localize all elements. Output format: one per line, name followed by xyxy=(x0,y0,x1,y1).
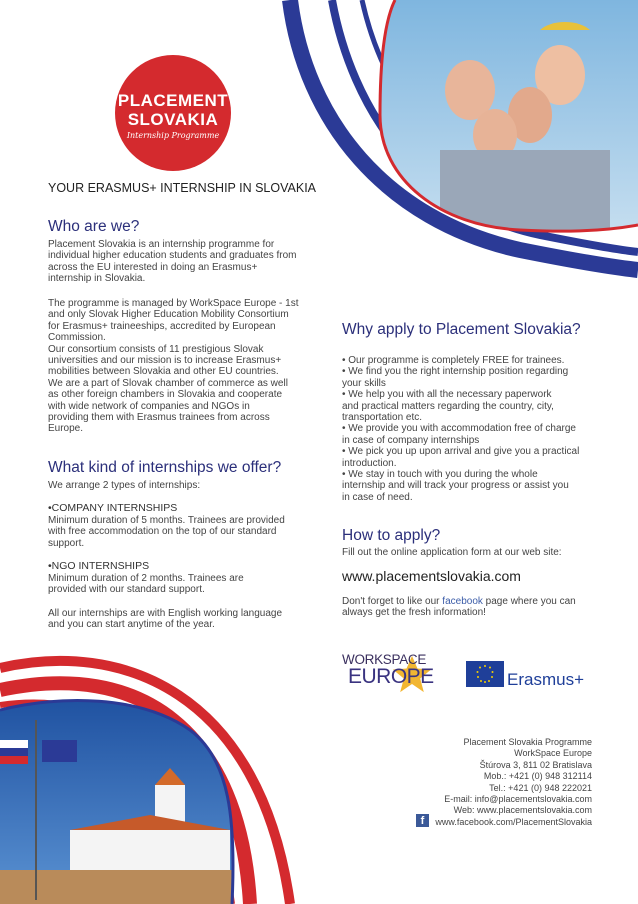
why-list: • Our programme is completely FREE for trainees. • We find you the right internship position regarding your skills • We help you with all the necessary paperwork and practical matters regarding the country, city, transportation etc. • We provide you with accommodation free of charge in case of company internships • We pick you up upon arrival and give you a practical introduction. • We stay in touch with you during the whole internship and will track your progress or assist you in case of need. xyxy=(342,355,580,503)
tagline: YOUR ERASMUS+ INTERNSHIP IN SLOVAKIA xyxy=(48,181,317,195)
contact-block: Placement Slovakia Programme WorkSpace Europe Štúrova 3, 811 02 Bratislava Mob.: +421 (0) 948 312114 Tel.: +421 (0) 948 222021 E-mail: info@placementslovakia.com Web: www.placementslovakia.com www.facebook.com/PlacementSlovakia xyxy=(435,737,592,827)
facebook-link[interactable]: facebook xyxy=(442,596,483,607)
logo-line2: SLOVAKIA xyxy=(127,110,219,129)
bratislava-castle-photo xyxy=(0,690,240,904)
why-title: Why apply to Placement Slovakia? xyxy=(342,321,581,338)
offer-closing: All our internships are with English working language and you can start anytime of the year. xyxy=(48,608,283,631)
ngo-internships-title: •NGO INTERNSHIPS xyxy=(48,560,150,572)
facebook-note: Don't forget to like our facebook page where you can always get the fresh information! xyxy=(342,596,576,619)
offer-title: What kind of internships we offer? xyxy=(48,459,282,476)
how-text: Fill out the online application form at our web site: xyxy=(342,547,562,558)
facebook-page-link[interactable]: www.facebook.com/PlacementSlovakia xyxy=(435,816,592,827)
erasmus-plus-logo: Erasmus+ xyxy=(507,670,584,689)
who-title: Who are we? xyxy=(48,218,140,235)
ngo-internships-text: Minimum duration of 2 months. Trainees are provided with our standard support. xyxy=(48,573,244,596)
offer-intro: We arrange 2 types of internships: xyxy=(48,480,201,491)
who-paragraph-2: The programme is managed by WorkSpace Europe - 1st and only Slovak Higher Education Mobility Consortium for Erasmus+ traineeships, accredited by European Commission. Our consortium consists of 11 prestigious Slovak universities and our mission is to increase Erasmus+ mobilities between Slovakia and other EU countries. We are a part of Slovak chamber of commerce as well as other foreign chambers in Slovakia and cooperate with wide network of companies and NGOs in providing them with Erasmus trainees from across Europe. xyxy=(48,298,299,435)
eu-flag-icon xyxy=(466,661,504,687)
web-link[interactable]: Web: www.placementslovakia.com xyxy=(453,805,592,816)
website-link[interactable]: www.placementslovakia.com xyxy=(342,568,521,584)
logo-line3: Internship Programme xyxy=(126,131,220,140)
company-internships-title: •COMPANY INTERNSHIPS xyxy=(48,502,178,514)
who-paragraph-1: Placement Slovakia is an internship programme for individual higher education students and graduates from across the EU interested in doing an Erasmus+ internship in Slovakia. xyxy=(48,239,297,285)
workspace-europe-logo: WORKSPACE EUROPE xyxy=(342,652,442,694)
placement-slovakia-logo xyxy=(115,55,231,171)
facebook-icon[interactable]: f xyxy=(416,814,429,827)
logo-line1: PLACEMENT xyxy=(117,91,229,110)
how-title: How to apply? xyxy=(342,527,441,544)
company-internships-text: Minimum duration of 5 months. Trainees are provided with free accommodation on the top of our standard support. xyxy=(48,515,285,549)
